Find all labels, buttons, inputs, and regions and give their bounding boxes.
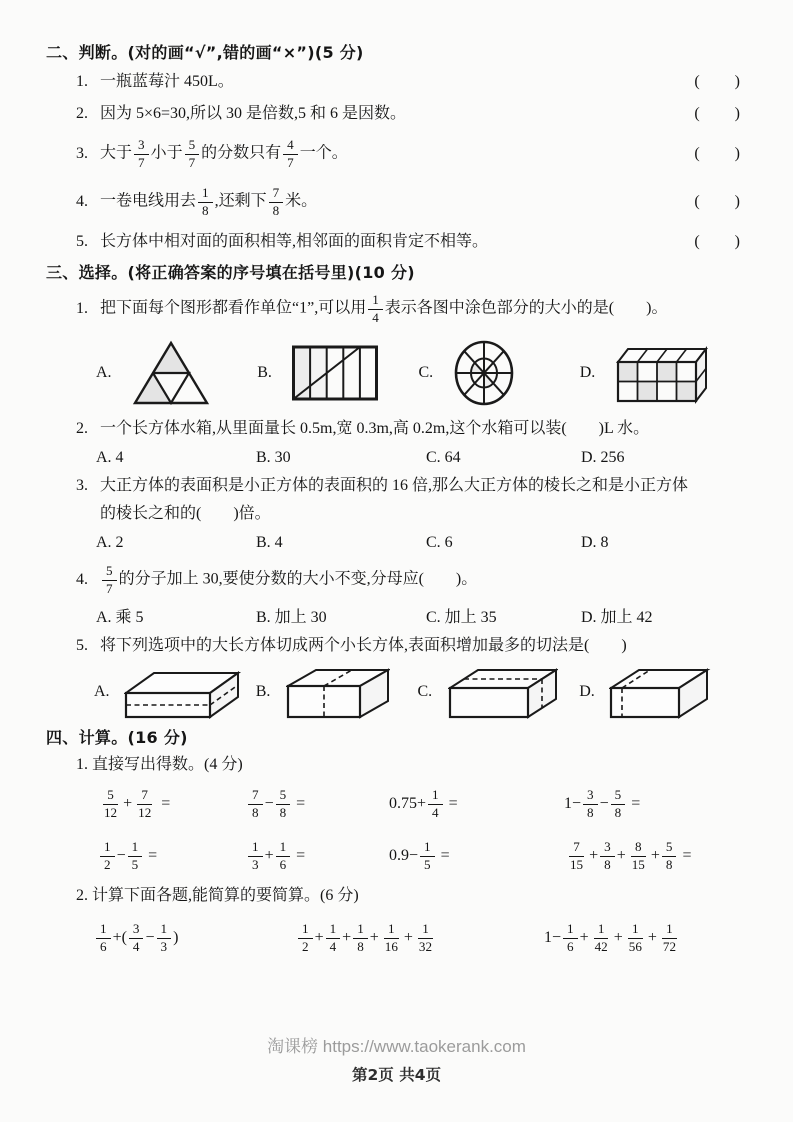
expression: $\frac{1}{2}$ + $\frac{1}{4}$ + $\frac{1}{8}$ + $\frac{1}{16}$ + $\frac{1}{32}$ (296, 922, 544, 954)
item-number: 4. (76, 571, 88, 588)
choice-q4 (46, 557, 741, 603)
answer-bracket: ( ) (694, 145, 741, 162)
option-d: D. 8 (581, 533, 609, 551)
item-text: $\frac{5}{7}$ 的分子加上 30,要使分数的大小不变,分母应( )。 (100, 564, 477, 596)
option-a: A. 2 (96, 533, 124, 551)
item-text: 的棱长之和的( )倍。 (100, 505, 271, 522)
calc-row-1 (46, 778, 741, 830)
cuboid-depth-cut-figure (448, 665, 558, 719)
calc-sub1: 1. 直接写出得数。(4 分) (76, 755, 243, 773)
expression: $\frac{5}{12}$ + $\frac{7}{12}$ = (104, 787, 171, 820)
option-label: D. (579, 364, 596, 381)
choice-q3-options (46, 528, 741, 557)
expression: 1− $\frac{3}{8}$ − $\frac{5}{8}$ = (564, 787, 641, 820)
option-label: A. (96, 364, 112, 381)
choice-q5-figures (46, 663, 741, 721)
choice-q3-line2 (46, 500, 741, 528)
item-text: 把下面每个图形都看作单位“1”,可以用 $\frac{1}{4}$ 表示各图中涂色部分的大小的是( )。 (100, 292, 668, 325)
item-text: 一卷电线用去 $\frac{1}{8}$ ,还剩下 $\frac{7}{8}$ 米。 (100, 185, 318, 218)
choice-q1 (46, 286, 741, 332)
expression: $\frac{1}{2}$ − $\frac{1}{5}$ = (98, 840, 246, 872)
site-watermark: 淘课榜 https://www.taokerank.com (267, 1037, 526, 1056)
calc-row-2 (46, 830, 741, 882)
option-label: B. (257, 364, 272, 381)
cut-option-d (579, 665, 741, 719)
option-a: A. 乘 5 (96, 608, 144, 626)
item-number: 3. (76, 145, 88, 162)
option-figure-d (580, 342, 741, 404)
option-b: B. 4 (256, 533, 283, 551)
answer-bracket: ( ) (694, 105, 741, 122)
section-choice-title: 三、选择。(将正确答案的序号填在括号里)(10 分) (46, 263, 415, 282)
item-text: 因为 5×6=30,所以 30 是倍数,5 和 6 是因数。 (100, 105, 407, 122)
item-number: 2. (76, 105, 88, 122)
calc-sub2: 2. 计算下面各题,能简算的要简算。(6 分) (76, 886, 359, 904)
choice-q4-options (46, 603, 741, 632)
item-text: 一瓶蓝莓汁 450L。 (100, 73, 234, 90)
option-label: C. (417, 683, 433, 700)
option-label: C. (418, 364, 434, 381)
option-label: D. (579, 683, 595, 700)
striped-rectangle-figure (291, 344, 379, 402)
option-label: B. (255, 683, 271, 700)
judge-item-4 (46, 178, 741, 226)
cuboid-horizontal-cut-figure (124, 664, 242, 720)
cube-block-figure (614, 342, 710, 404)
option-b: B. 30 (256, 448, 291, 466)
item-number: 2. (76, 420, 88, 437)
choice-q2 (46, 415, 741, 443)
item-number: 1. (76, 73, 88, 90)
item-number: 1. (76, 300, 88, 317)
expression: $\frac{1}{3}$ + $\frac{1}{6}$ = (246, 840, 389, 872)
cuboid-middle-cut-figure (286, 665, 390, 719)
choice-q5 (46, 632, 741, 660)
answer-bracket: ( ) (694, 233, 741, 250)
item-text: 长方体中相对面的面积相等,相邻面的面积肯定不相等。 (100, 233, 489, 250)
option-c: C. 64 (426, 448, 461, 466)
section-calc-title: 四、计算。(16 分) (46, 728, 188, 747)
answer-bracket: ( ) (694, 193, 741, 210)
option-d: D. 加上 42 (581, 608, 653, 626)
judge-item-5 (46, 226, 741, 258)
item-text: 大于 $\frac{3}{7}$ 小于 $\frac{5}{7}$ 的分数只有 $\frac{4}{7}$ 一个。 (100, 137, 348, 170)
cut-option-c (418, 665, 580, 719)
expression: $\frac{7}{15}$ + $\frac{3}{8}$ + $\frac{8}{15}$ + $\frac{5}{8}$ = (570, 839, 692, 872)
section-judge-title: 二、判断。(对的画“√”,错的画“×”)(5 分) (46, 43, 364, 62)
option-a: A. 4 (96, 448, 124, 466)
option-figure-c (419, 339, 580, 407)
expression: 1− $\frac{1}{6}$ + $\frac{1}{42}$ + $\frac{1}{56}$ + $\frac{1}{72}$ (544, 921, 677, 954)
cut-option-a (94, 664, 256, 720)
expression: $\frac{1}{6}$ +( $\frac{3}{4}$ − $\frac{1}{3}$ ) (94, 922, 296, 954)
item-number: 5. (76, 233, 88, 250)
option-d: D. 256 (581, 448, 625, 466)
option-figure-b (257, 344, 418, 402)
judge-item-1 (46, 66, 741, 98)
item-number: 3. (76, 477, 88, 494)
item-number: 4. (76, 193, 88, 210)
choice-q1-figures (46, 337, 741, 409)
item-number: 5. (76, 637, 88, 654)
judge-item-2 (46, 98, 741, 130)
answer-bracket: ( ) (694, 73, 741, 90)
cuboid-end-cut-figure (609, 665, 713, 719)
expression: 0.75+ $\frac{1}{4}$ = (389, 787, 458, 820)
triangle-quarters-figure (130, 340, 212, 406)
item-text: 将下列选项中的大长方体切成两个小长方体,表面积增加最多的切法是( ) (100, 637, 627, 654)
option-label: A. (94, 683, 110, 700)
calc-row-3 (46, 909, 741, 967)
choice-q3 (46, 472, 741, 500)
expression: $\frac{7}{8}$ − $\frac{5}{8}$ = (246, 788, 389, 820)
cut-option-b (256, 665, 418, 719)
judge-item-3 (46, 130, 741, 178)
item-text: 一个长方体水箱,从里面量长 0.5m,宽 0.3m,高 0.2m,这个水箱可以装( )L 水。 (100, 420, 650, 437)
choice-q2-options (46, 443, 741, 472)
option-c: C. 6 (426, 533, 453, 551)
option-c: C. 加上 35 (426, 608, 497, 626)
option-b: B. 加上 30 (256, 608, 327, 626)
expression: 0.9− $\frac{1}{5}$ = (389, 839, 450, 872)
item-text: 大正方体的表面积是小正方体的表面积的 16 倍,那么大正方体的棱长之和是小正方体 (100, 477, 689, 494)
wheel-circle-figure (453, 339, 515, 407)
option-figure-a (96, 340, 257, 406)
page-number: 第2页 共4页 (352, 1066, 441, 1084)
